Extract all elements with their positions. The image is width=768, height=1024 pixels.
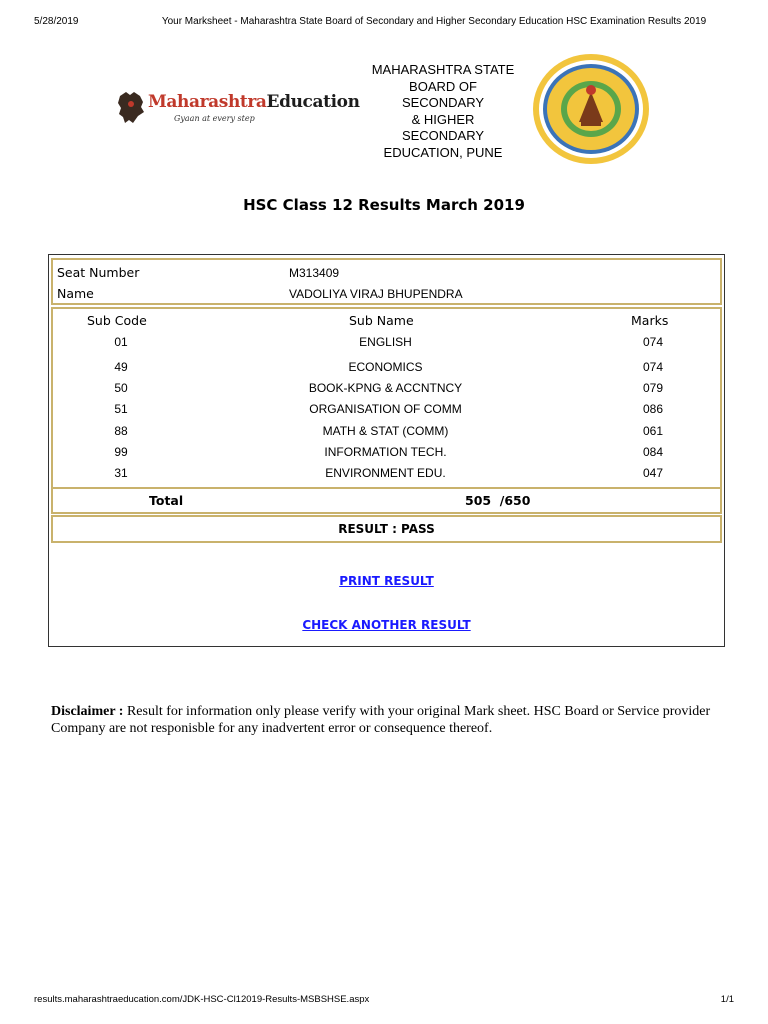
- student-name-label: Name: [57, 286, 94, 301]
- check-another-result-link[interactable]: CHECK ANOTHER RESULT: [302, 618, 471, 632]
- print-result-link[interactable]: PRINT RESULT: [339, 574, 434, 588]
- column-header-sub-code: Sub Code: [87, 313, 147, 328]
- sub-name: ENVIRONMENT EDU.: [325, 466, 446, 480]
- logo-tagline: Gyaan at every step: [174, 114, 255, 123]
- maharashtra-map-icon: [116, 90, 148, 126]
- sub-name: MATH & STAT (COMM): [322, 424, 449, 438]
- result-card: [48, 254, 725, 647]
- sub-marks: 074: [642, 335, 664, 349]
- subjects-table: [51, 307, 722, 489]
- disclaimer-label: Disclaimer :: [51, 704, 124, 719]
- sub-marks: 086: [642, 402, 664, 416]
- sub-code: 99: [114, 445, 128, 459]
- sub-code: 49: [114, 360, 128, 374]
- logo-word-education: Education: [266, 92, 360, 112]
- sub-code: 51: [114, 402, 128, 416]
- print-header: [34, 16, 734, 27]
- print-footer-url: results.maharashtraeducation.com/JDK-HSC-Cl12019-Results-MSBSHSE.aspx: [34, 994, 370, 1005]
- sub-code: 31: [114, 466, 128, 480]
- board-name-line: BOARD OF: [409, 78, 477, 94]
- sub-code: 01: [114, 335, 128, 349]
- seat-number-value: M313409: [289, 266, 340, 280]
- print-date: 5/28/2019: [34, 16, 79, 27]
- board-name: [350, 62, 536, 162]
- total-value: 505 /650: [465, 493, 531, 508]
- disclaimer-text: Result for information only please verify with your original Mark sheet. HSC Board or Service provider Company are not responisble for any inadvertent error or consequence thereof.: [51, 704, 711, 736]
- sub-marks: 074: [642, 360, 664, 374]
- sub-code: 88: [114, 424, 128, 438]
- total-label: Total: [149, 493, 184, 508]
- print-page-title: Your Marksheet - Maharashtra State Board of Secondary and Higher Secondary Education HSC Examination Results 2019: [161, 16, 707, 27]
- sub-name: ORGANISATION OF COMM: [309, 402, 462, 416]
- sub-name: ECONOMICS: [348, 360, 423, 374]
- board-name-line: EDUCATION, PUNE: [383, 144, 503, 160]
- board-name-line: & HIGHER: [411, 111, 475, 127]
- disclaimer: [51, 703, 711, 737]
- sub-marks: 061: [642, 424, 664, 438]
- sub-name: INFORMATION TECH.: [324, 445, 447, 459]
- board-name-line: SECONDARY: [401, 95, 485, 111]
- print-footer: [34, 994, 734, 1005]
- board-seal-emblem: [531, 52, 653, 166]
- logo-word-maharashtra: Maharashtra: [148, 92, 267, 112]
- total-section: [51, 487, 722, 514]
- column-header-marks: Marks: [631, 313, 669, 328]
- print-page-number: 1/1: [720, 994, 734, 1005]
- sub-marks: 084: [642, 445, 664, 459]
- page-title: HSC Class 12 Results March 2019: [243, 196, 525, 214]
- sub-marks: 047: [642, 466, 664, 480]
- board-name-line: MAHARASHTRA STATE: [371, 62, 515, 77]
- student-name-value: VADOLIYA VIRAJ BHUPENDRA: [289, 287, 463, 301]
- seat-number-label: Seat Number: [57, 265, 140, 280]
- logo-wordmark: [148, 92, 360, 112]
- column-header-sub-name: Sub Name: [349, 313, 414, 328]
- sub-marks: 079: [642, 381, 664, 395]
- maharashtra-education-logo[interactable]: [116, 90, 366, 130]
- result-status: RESULT : PASS: [51, 515, 722, 543]
- sub-name: ENGLISH: [359, 335, 412, 349]
- sub-code: 50: [114, 381, 128, 395]
- sub-name: BOOK-KPNG & ACCNTNCY: [308, 381, 463, 395]
- student-info-section: [51, 258, 722, 305]
- board-name-line: SECONDARY: [401, 128, 485, 144]
